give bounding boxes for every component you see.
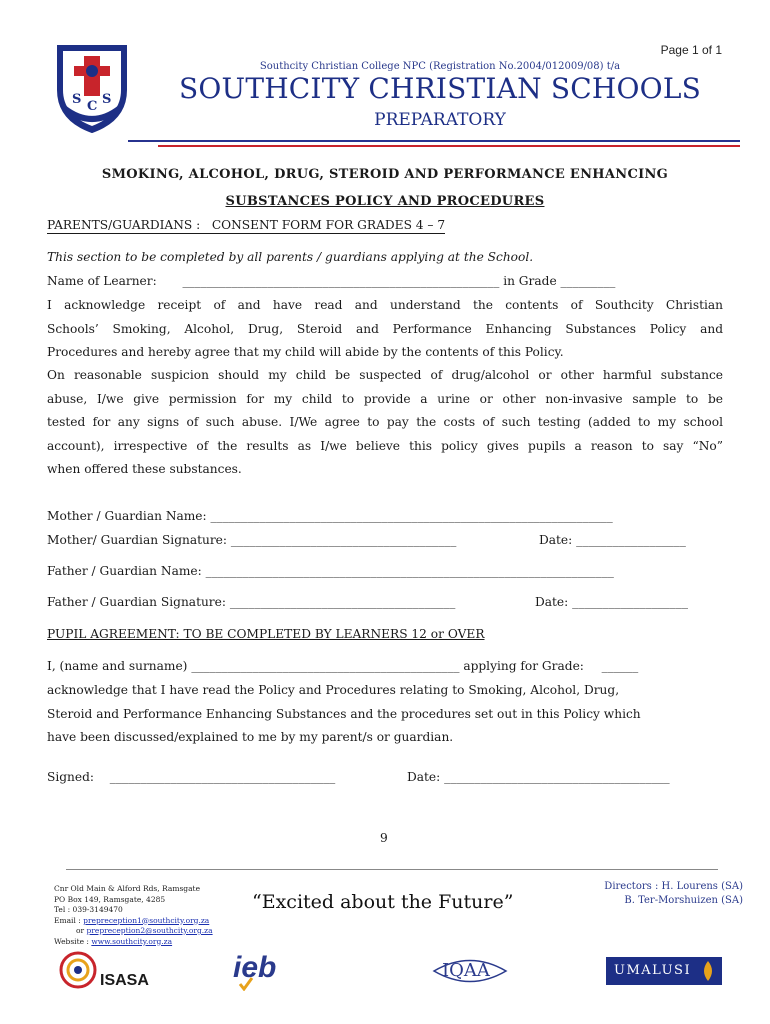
division-name: PREPARATORY: [374, 110, 506, 130]
mother-signature-row: [47, 533, 456, 547]
doc-title-line2: SUBSTANCES POLICY AND PROCEDURES: [225, 194, 545, 209]
signed-label: Signed:: [47, 770, 95, 784]
mother-name-field[interactable]: __________________________________________________________________: [210, 509, 613, 523]
school-motto: “Excited about the Future”: [252, 891, 514, 913]
mother-signature-label: Mother/ Guardian Signature:: [47, 533, 228, 547]
mother-date-label: Date:: [539, 533, 573, 547]
document-page-number: 9: [380, 831, 388, 845]
signed-date-row: [407, 770, 670, 784]
footer-rule: [66, 869, 718, 870]
ieb-text: ieb: [233, 951, 277, 984]
directors-line2: B. Ter-Morshuizen (SA): [624, 895, 743, 906]
crest-letter-s2: S: [102, 92, 112, 107]
telephone: Tel : 039-3149470: [54, 905, 123, 914]
email-label: Email :: [54, 915, 81, 925]
address-line1: Cnr Old Main & Alford Rds, Ramsgate: [54, 884, 201, 893]
para2-line1: On reasonable suspicion should my child be suspected of drug/alcohol or other harmful substance: [47, 368, 723, 382]
grade-field[interactable]: _________: [560, 274, 616, 288]
email-link-1[interactable]: prepreception1@southcity.org.za: [83, 915, 210, 925]
father-signature-field[interactable]: _____________________________________: [229, 595, 456, 609]
signed-row: [47, 770, 335, 784]
crest-letter-c: C: [87, 99, 98, 114]
signed-date-field[interactable]: _____________________________________: [444, 770, 670, 784]
signed-field[interactable]: _____________________________________: [109, 770, 336, 784]
para2-line4: account), irrespective of the results as I/we believe this policy gives pupils a reason to say “No”: [47, 438, 723, 453]
learner-name-field[interactable]: ____________________________________________________: [182, 274, 500, 288]
ieb-logo: [233, 951, 293, 989]
learner-label: Name of Learner:: [47, 274, 157, 288]
header-rule-red: [158, 145, 740, 147]
para2-line5: when offered these substances.: [47, 462, 242, 476]
isasa-logo: [58, 950, 158, 990]
father-name-label: Father / Guardian Name:: [47, 564, 202, 578]
pupil-agreement-heading: PUPIL AGREEMENT: TO BE COMPLETED BY LEARNERS 12 or OVER: [47, 627, 485, 641]
directors-line1: Directors : H. Lourens (SA): [604, 881, 743, 892]
umalusi-text: UMALUSI: [614, 963, 692, 978]
umalusi-emblem-icon: [698, 959, 718, 983]
father-signature-row: [47, 595, 455, 609]
isasa-text: ISASA: [100, 972, 149, 989]
mother-name-label: Mother / Guardian Name:: [47, 509, 207, 523]
pupil-line4: have been discussed/explained to me by my parent/s or guardian.: [47, 730, 454, 744]
footer-address: [54, 884, 213, 947]
pupil-grade-label: applying for Grade:: [463, 659, 584, 673]
suspicion-paragraph: [47, 364, 723, 482]
instruction-text: This section to be completed by all parents / guardians applying at the School.: [47, 250, 534, 264]
address-line2: PO Box 149, Ramsgate, 4285: [54, 894, 166, 904]
father-date-row: [535, 595, 688, 609]
acknowledge-paragraph: [47, 294, 723, 365]
website-label: Website :: [54, 936, 89, 946]
registration-line: Southcity Christian College NPC (Registration No.2004/012009/08) t/a: [259, 61, 621, 72]
para2-line3: tested for any signs of such abuse. I/We agree to pay the costs of such testing (added to my school: [47, 415, 723, 429]
pupil-name-field[interactable]: ____________________________________________: [191, 659, 460, 673]
para2-line2: abuse, I/we give permission for my child to provide a urine or other non-invasive sample to be: [47, 391, 723, 406]
iqaa-text: IQAA: [442, 960, 490, 981]
learner-name-row: [47, 274, 615, 288]
pupil-name-label: I, (name and surname): [47, 659, 188, 673]
grade-label: in Grade: [503, 274, 557, 288]
umalusi-logo: [606, 957, 722, 985]
mother-date-row: [539, 533, 686, 547]
pupil-agreement-paragraph: [47, 679, 723, 750]
para1-line3: Procedures and hereby agree that my child will abide by the contents of this Policy.: [47, 345, 564, 359]
father-date-field[interactable]: ___________________: [572, 595, 688, 609]
page-number: Page 1 of 1: [660, 43, 722, 57]
mother-date-field[interactable]: __________________: [576, 533, 686, 547]
mother-signature-field[interactable]: _____________________________________: [230, 533, 457, 547]
school-name: SOUTHCITY CHRISTIAN SCHOOLS: [178, 72, 701, 105]
para1-line1: I acknowledge receipt of and have read and understand the contents of Southcity Christian: [47, 298, 723, 312]
para1-line2: Schools’ Smoking, Alcohol, Drug, Steroid and Performance Enhancing Substances Policy and: [47, 321, 723, 336]
iqaa-logo: [430, 956, 510, 990]
pupil-name-row: [47, 659, 638, 673]
doc-title-line1: SMOKING, ALCOHOL, DRUG, STEROID AND PERFORMANCE ENHANCING: [101, 167, 669, 182]
crest-letter-s1: S: [72, 92, 82, 107]
pupil-line2: acknowledge that I have read the Policy and Procedures relating to Smoking, Alcohol, Drug,: [47, 683, 620, 697]
directors: [604, 880, 743, 908]
pupil-grade-field[interactable]: ______: [601, 659, 639, 673]
father-name-row: [47, 564, 614, 578]
consent-heading: PARENTS/GUARDIANS : CONSENT FORM FOR GRADES 4 – 7: [47, 218, 446, 232]
header-rule-blue: [128, 140, 740, 142]
mother-name-row: [47, 509, 613, 523]
email-link-2[interactable]: prepreception2@southcity.org.za: [86, 926, 213, 935]
father-date-label: Date:: [535, 595, 569, 609]
father-name-field[interactable]: ___________________________________________________________________: [205, 564, 614, 578]
signed-date-label: Date:: [407, 770, 441, 784]
pupil-line3: Steroid and Performance Enhancing Substances and the procedures set out in this Policy which: [47, 706, 641, 721]
email-or: or: [76, 926, 85, 935]
website-link[interactable]: www.southcity.org.za: [91, 936, 173, 946]
father-signature-label: Father / Guardian Signature:: [47, 595, 226, 609]
